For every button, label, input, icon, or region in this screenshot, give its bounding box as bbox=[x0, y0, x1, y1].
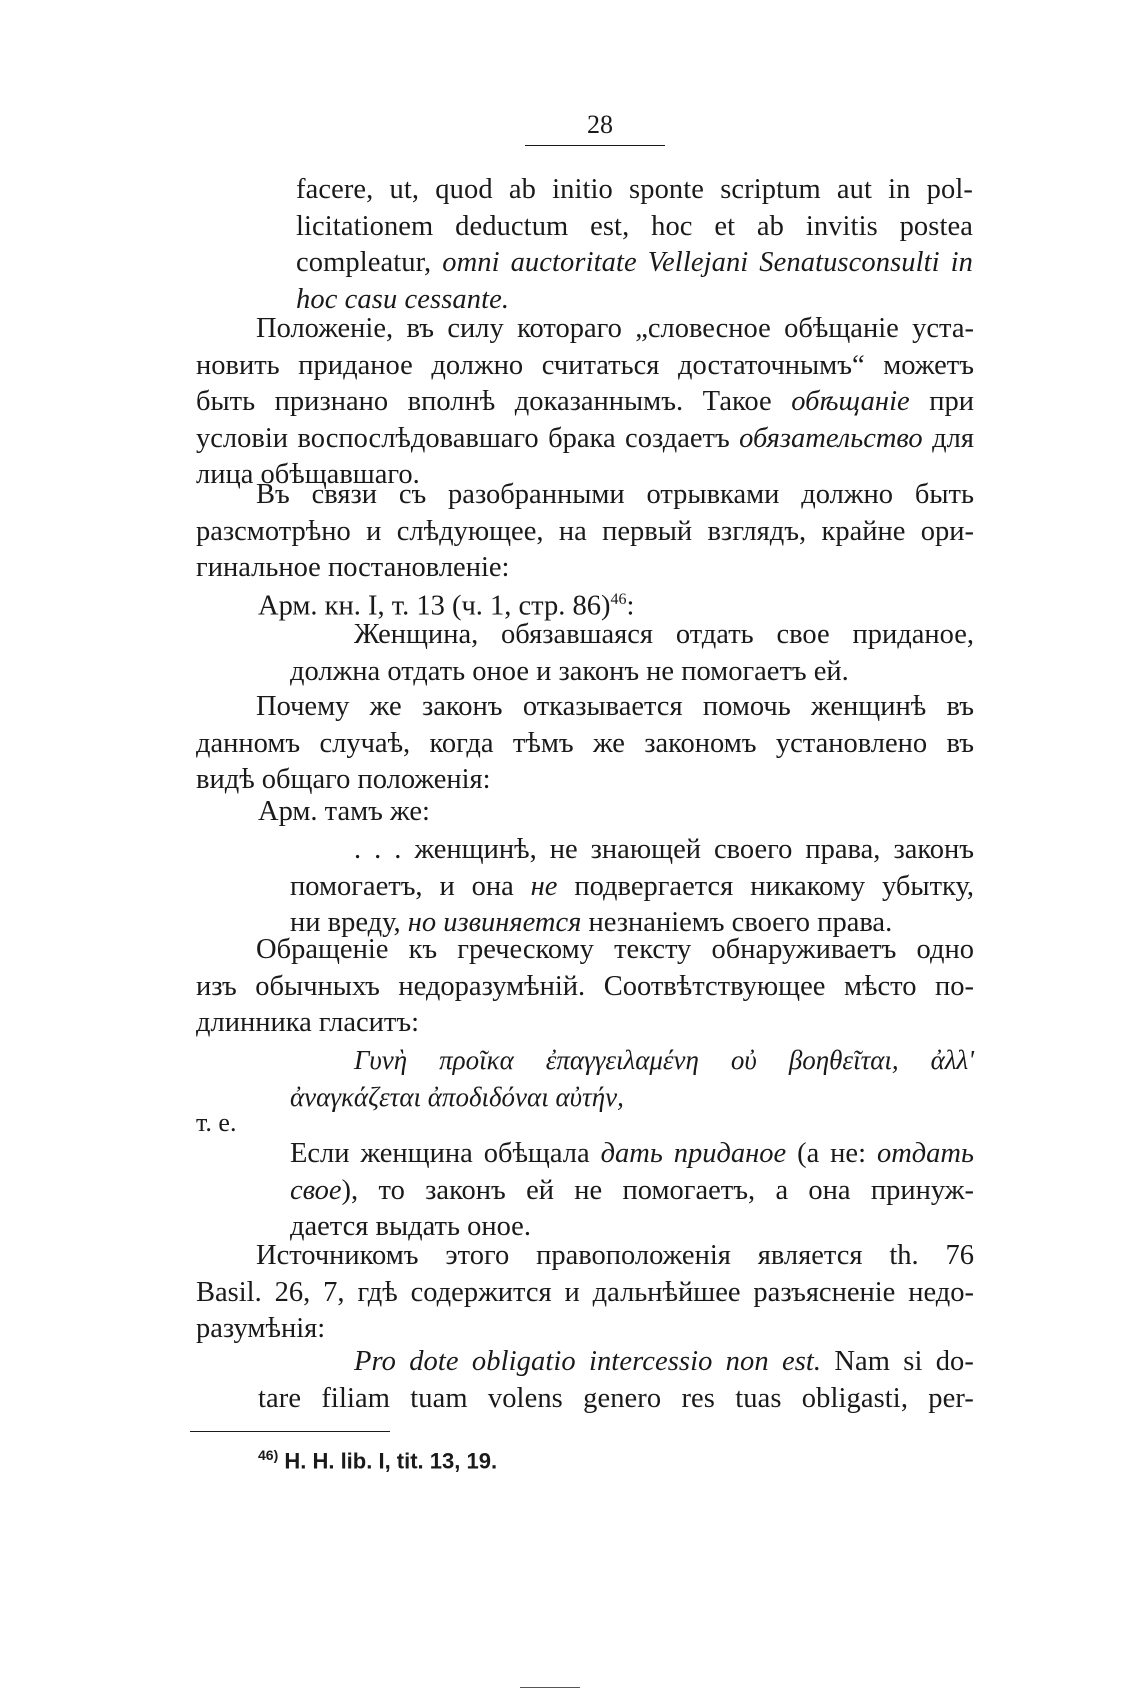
q2-l3-italic: но извиняется bbox=[407, 907, 582, 938]
q3-l1-mid: (а не: bbox=[786, 1138, 877, 1169]
paragraph-5-line-2: Basil. 26, 7, гдѣ содержится и дальнѣйшее разъясненіе недо- bbox=[196, 1276, 974, 1308]
latin-quote-line-3-italic: omni auctoritate Vellejani Senatusconsulti in bbox=[442, 247, 973, 278]
p1-l3-post: при bbox=[909, 386, 974, 417]
footnote-mark: 46) bbox=[258, 1447, 279, 1463]
q2-l3-pre: ни вреду, bbox=[290, 907, 408, 938]
paragraph-4-line-3: длинника гласитъ: bbox=[196, 1007, 420, 1038]
p1-l4-italic: обязательство bbox=[739, 422, 923, 454]
paragraph-4 bbox=[196, 932, 974, 1042]
latin-quote-line-2: licitationem deductum est, hoc et ab invitis postea bbox=[296, 210, 973, 242]
paragraph-2 bbox=[196, 477, 974, 587]
footnote bbox=[258, 1447, 497, 1474]
greek-quote-line-2: ἀναγκάζεται ἀποδιδόναι αὐτήν, bbox=[290, 1081, 624, 1112]
footnote-text: H. H. lib. I, tit. 13, 19. bbox=[278, 1448, 498, 1474]
latin-quote bbox=[296, 172, 973, 318]
reference-2: Арм. тамъ же: bbox=[258, 796, 430, 827]
p1-l3-pre: быть признано вполнѣ доказаннымъ. Такое bbox=[196, 386, 792, 417]
quote-3-line-2 bbox=[290, 1173, 974, 1210]
paragraph-5-line-1: Источникомъ этого правоположенія является th. 76 bbox=[256, 1240, 974, 1271]
paragraph-1-line-4 bbox=[196, 421, 974, 458]
latin-end-line-2: tare filiam tuam volens genero res tuas obligasti, per- bbox=[258, 1382, 974, 1414]
paragraph-1-line-2: новить приданое должно считаться достаточнымъ“ можетъ bbox=[196, 349, 974, 381]
paragraph-3 bbox=[196, 689, 974, 799]
quote-3-line-3: дается выдать оное. bbox=[290, 1211, 531, 1242]
reference-1-text: Арм. кн. I, т. 13 (ч. 1, стр. 86) bbox=[258, 590, 611, 622]
te-label: т. е. bbox=[196, 1108, 237, 1137]
footnote-rule bbox=[190, 1431, 390, 1432]
page-number-rule bbox=[525, 145, 665, 146]
quote-3-line-1 bbox=[290, 1136, 974, 1173]
greek-quote-line-1: Γυνὴ προῖκα ἐπαγγειλαμένη οὐ βοηθεῖται, ἀλλ' bbox=[354, 1045, 974, 1075]
page-number: 28 bbox=[587, 110, 613, 139]
q2-l3-post: незнаніемъ своего права. bbox=[581, 907, 893, 938]
p1-l4-post: для bbox=[922, 422, 974, 454]
paragraph-4-line-2: изъ обычныхъ недоразумѣній. Соотвѣтствующее мѣсто по- bbox=[196, 970, 974, 1002]
quote-2-line-1: . . . женщинѣ, не знающей своего права, законъ bbox=[354, 834, 974, 865]
q2-l2-italic: не bbox=[530, 870, 558, 902]
q3-l2-post: ), то законъ ей не помогаетъ, а она принуж- bbox=[341, 1174, 974, 1206]
latin-end-line-1-italic: Pro dote obligatio intercessio non est. bbox=[354, 1346, 822, 1377]
quote-3 bbox=[290, 1136, 974, 1246]
paragraph-1-line-1: Положеніе, въ силу котораго „словесное обѣщаніе уста- bbox=[256, 313, 974, 344]
latin-end-line-1-post: Nam si do- bbox=[821, 1346, 974, 1377]
q2-l2-pre: помогаетъ, и она bbox=[290, 870, 531, 902]
p1-l4-pre: условіи воспослѣдовавшаго брака создаетъ bbox=[196, 422, 740, 454]
quote-1-line-1: Женщина, обязавшаяся отдать свое приданое, bbox=[354, 619, 974, 650]
q2-l2-post: подвергается никакому убытку, bbox=[557, 870, 974, 902]
paragraph-3-line-3: видѣ общаго положенія: bbox=[196, 764, 491, 795]
paragraph-4-line-1: Обращеніе къ греческому тексту обнаруживаетъ одно bbox=[256, 934, 974, 965]
quote-2-line-2 bbox=[290, 869, 974, 906]
paragraph-2-line-2: разсмотрѣно и слѣдующее, на первый взглядъ, крайне ори- bbox=[196, 515, 974, 547]
paragraph-1-line-5: лица обѣщавшаго. bbox=[196, 459, 420, 490]
quote-1-line-2: должна отдать оное и законъ не помогаетъ ей. bbox=[290, 655, 849, 687]
reference-1-footnote-mark: 46 bbox=[610, 591, 627, 608]
paragraph-3-line-2: данномъ случаѣ, когда тѣмъ же закономъ установлено въ bbox=[196, 727, 974, 759]
paragraph-5-line-3: разумѣнія: bbox=[196, 1313, 326, 1344]
q3-l1-pre: Если женщина обѣщала bbox=[290, 1138, 601, 1169]
latin-end-quote bbox=[258, 1344, 974, 1417]
bottom-rule bbox=[520, 1687, 580, 1688]
latin-quote-line-3-plain: compleatur, bbox=[296, 247, 443, 278]
greek-quote bbox=[290, 1042, 974, 1115]
q3-l2-italic: свое bbox=[290, 1174, 342, 1206]
latin-end-line-1 bbox=[258, 1344, 974, 1381]
reference-1-tail: : bbox=[626, 590, 635, 622]
quote-1 bbox=[290, 617, 974, 690]
latin-quote-line-3 bbox=[296, 245, 973, 282]
latin-quote-line-4-italic: hoc casu cessante. bbox=[296, 283, 510, 315]
paragraph-2-line-3: гинальное постановленіе: bbox=[196, 552, 510, 583]
paragraph-3-line-1: Почему же законъ отказывается помочь женщинѣ въ bbox=[256, 691, 974, 722]
quote-2 bbox=[290, 832, 974, 942]
q3-l1-italic: дать приданое bbox=[600, 1138, 787, 1169]
latin-quote-line-1: facere, ut, quod ab initio sponte scriptum aut in pol- bbox=[296, 174, 973, 205]
paragraph-2-line-1: Въ связи съ разобранными отрывками должно быть bbox=[256, 479, 974, 510]
paragraph-5 bbox=[196, 1238, 974, 1348]
paragraph-1-line-3 bbox=[196, 384, 974, 421]
p1-l3-italic: обѣщаніе bbox=[791, 386, 910, 417]
paragraph-1 bbox=[196, 311, 974, 494]
q3-l1-italic-2: отдать bbox=[876, 1138, 974, 1169]
